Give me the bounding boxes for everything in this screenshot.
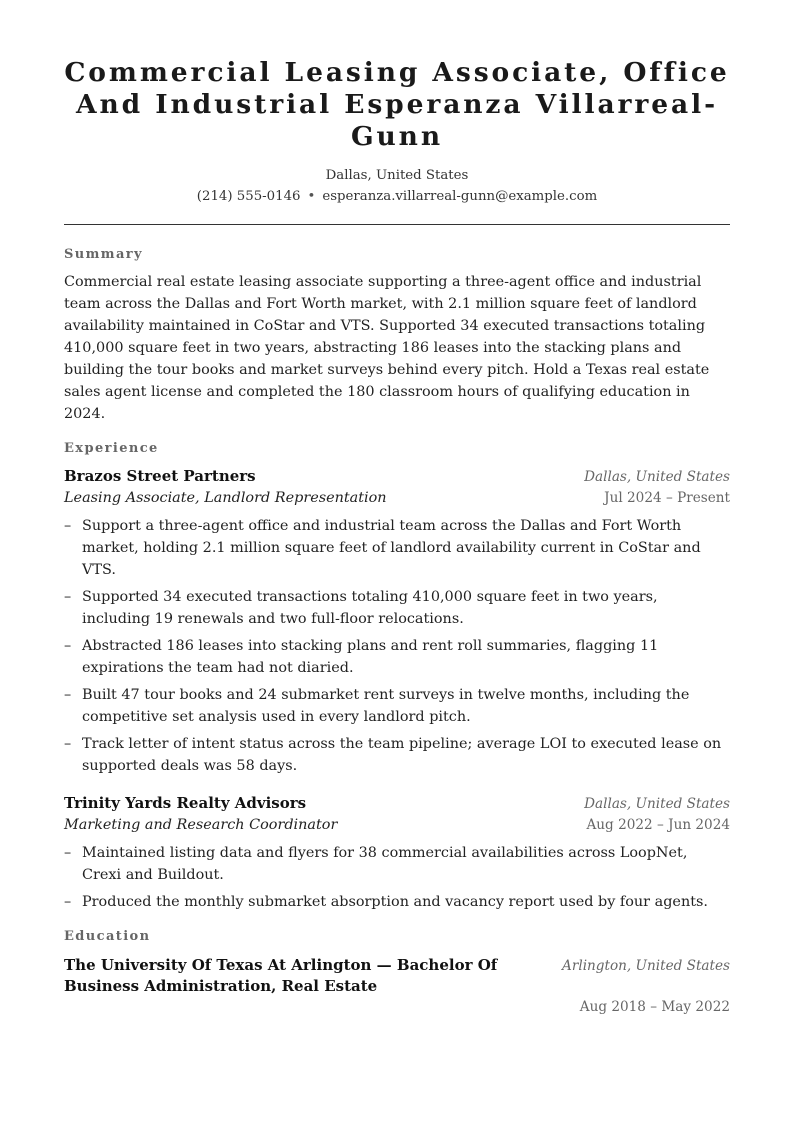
job-bullets — [64, 515, 730, 777]
education-heading: Education — [64, 929, 151, 944]
bullet-marker: – — [64, 687, 72, 703]
summary-heading: Summary — [64, 247, 143, 262]
education-section — [64, 929, 730, 1018]
education-degree: The University Of Texas At Arlington — Bachelor Of Business Administration, Real Estate — [64, 956, 498, 995]
bullet-marker: – — [64, 518, 72, 534]
bullet-marker: – — [64, 638, 72, 654]
job-bullet — [64, 586, 730, 630]
summary-text: Commercial real estate leasing associate supporting a three-agent office and industrial team across the Dallas and Fort Worth market, with 2.1 million square feet of landlord availability maintained in CoStar and VTS. Supported 34 executed transactions totaling 410,000 square feet in two years, abstracting 186 leases into the stacking plans and building the tour books and market surveys behind every pitch. Hold a Texas real estate sales agent license and completed the 180 classroom hours of qualifying education in 2024. — [64, 274, 710, 422]
contact-phone: (214) 555-0146 — [196, 189, 301, 204]
job-entry — [64, 793, 730, 913]
contact-line — [64, 188, 730, 206]
bullet-marker: – — [64, 589, 72, 605]
contact-location: Dallas, United States — [325, 168, 469, 183]
job-entry — [64, 466, 730, 777]
candidate-name: Commercial Leasing Associate, Office And Industrial Esperanza Villarreal-Gunn — [64, 57, 730, 152]
job-role: Marketing and Research Coordinator — [64, 817, 338, 833]
header-divider — [64, 224, 730, 225]
job-role: Leasing Associate, Landlord Representation — [64, 490, 387, 506]
job-company: Brazos Street Partners — [64, 467, 256, 485]
job-bullets — [64, 842, 730, 913]
education-entry — [64, 955, 730, 1018]
bullet-text: Abstracted 186 leases into stacking plans and rent roll summaries, flagging 11 expirations the team had not diaried. — [82, 638, 659, 676]
job-bullet — [64, 842, 730, 886]
contact-separator: • — [307, 189, 316, 204]
job-bullet — [64, 635, 730, 679]
bullet-text: Built 47 tour books and 24 submarket rent surveys in twelve months, including the competitive set analysis used in every landlord pitch. — [82, 687, 690, 725]
job-bullet — [64, 515, 730, 581]
job-bullet — [64, 684, 730, 728]
job-company: Trinity Yards Realty Advisors — [64, 794, 307, 812]
job-dates: Jul 2024 – Present — [604, 490, 730, 506]
summary-section — [64, 247, 730, 425]
bullet-text: Supported 34 executed transactions totaling 410,000 square feet in two years, including 19 renewals and two full-floor relocations. — [82, 589, 658, 627]
bullet-text: Support a three-agent office and industrial team across the Dallas and Fort Worth market, holding 2.1 million square feet of landlord availability current in CoStar and VTS. — [82, 518, 701, 578]
bullet-text: Track letter of intent status across the team pipeline; average LOI to executed lease on supported deals was 58 days. — [82, 736, 722, 774]
experience-heading: Experience — [64, 441, 159, 456]
job-bullet — [64, 891, 730, 913]
education-dates: Aug 2018 – May 2022 — [579, 999, 730, 1015]
bullet-text: Maintained listing data and flyers for 38 commercial availabilities across LoopNet, Crexi and Buildout. — [82, 845, 688, 883]
job-location: Dallas, United States — [584, 469, 730, 485]
job-location: Dallas, United States — [584, 796, 730, 812]
education-location: Arlington, United States — [562, 958, 730, 974]
experience-section — [64, 441, 730, 913]
bullet-marker: – — [64, 894, 72, 910]
bullet-text: Produced the monthly submarket absorption and vacancy report used by four agents. — [82, 894, 708, 910]
job-bullet — [64, 733, 730, 777]
contact-email[interactable]: esperanza.villarreal-gunn@example.com — [322, 189, 598, 204]
bullet-marker: – — [64, 736, 72, 752]
bullet-marker: – — [64, 845, 72, 861]
job-dates: Aug 2022 – Jun 2024 — [586, 817, 730, 833]
resume-page — [64, 0, 730, 1018]
